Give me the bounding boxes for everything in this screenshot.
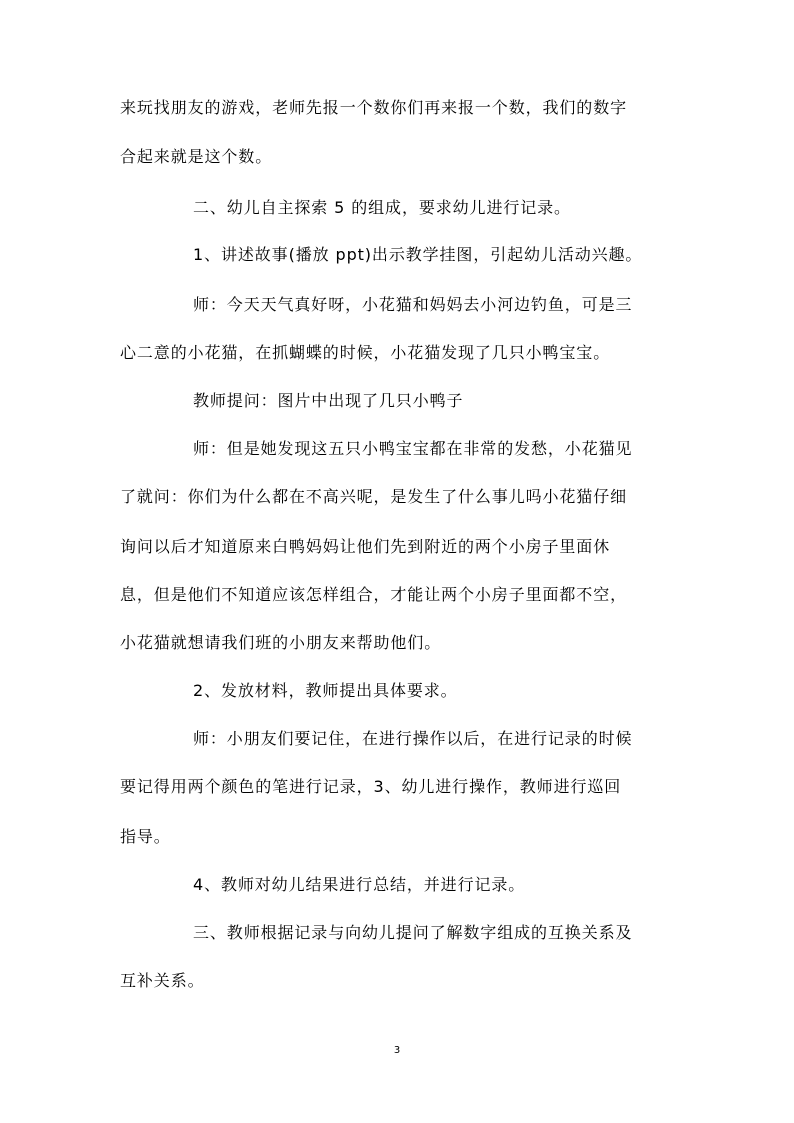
text-line-7: 教师提问：图片中出现了几只小鸭子 <box>193 391 464 410</box>
text-line-18: 三、教师根据记录与向幼儿提问了解数字组成的互换关系及 <box>193 923 633 942</box>
text-line-10: 询问以后才知道原来白鸭妈妈让他们先到附近的两个小房子里面休 <box>120 537 611 556</box>
text-line-2: 合起来就是这个数。 <box>120 147 273 166</box>
text-line-3: 二、幼儿自主探索 5 的组成，要求幼儿进行记录。 <box>193 198 571 217</box>
text-line-17: 4、教师对幼儿结果进行总结，并进行记录。 <box>193 875 526 894</box>
text-line-13: 2、发放材料，教师提出具体要求。 <box>193 681 458 700</box>
text-line-11: 息，但是他们不知道应该怎样组合，才能让两个小房子里面都不空， <box>120 585 628 604</box>
page-number: 3 <box>393 1045 401 1056</box>
text-line-1: 来玩找朋友的游戏，老师先报一个数你们再来报一个数，我们的数字 <box>120 98 628 117</box>
text-line-14: 师：小朋友们要记住，在进行操作以后，在进行记录的时候 <box>193 729 633 748</box>
text-line-6: 心二意的小花猫，在抓蝴蝶的时候，小花猫发现了几只小鸭宝宝。 <box>120 343 611 362</box>
text-line-8: 师：但是她发现这五只小鸭宝宝都在非常的发愁，小花猫见 <box>193 439 633 458</box>
text-line-19: 互补关系。 <box>120 971 205 990</box>
text-line-15: 要记得用两个颜色的笔进行记录，3、幼儿进行操作，教师进行巡回 <box>120 777 622 796</box>
text-line-9: 了就问：你们为什么都在不高兴呢，是发生了什么事儿吗小花猫仔细 <box>120 487 628 506</box>
text-line-4: 1、讲述故事(播放 ppt)出示教学挂图，引起幼儿活动兴趣。 <box>193 245 643 264</box>
text-line-12: 小花猫就想请我们班的小朋友来帮助他们。 <box>120 633 442 652</box>
text-line-16: 指导。 <box>120 827 171 846</box>
text-line-5: 师：今天天气真好呀，小花猫和妈妈去小河边钓鱼，可是三 <box>193 295 633 314</box>
